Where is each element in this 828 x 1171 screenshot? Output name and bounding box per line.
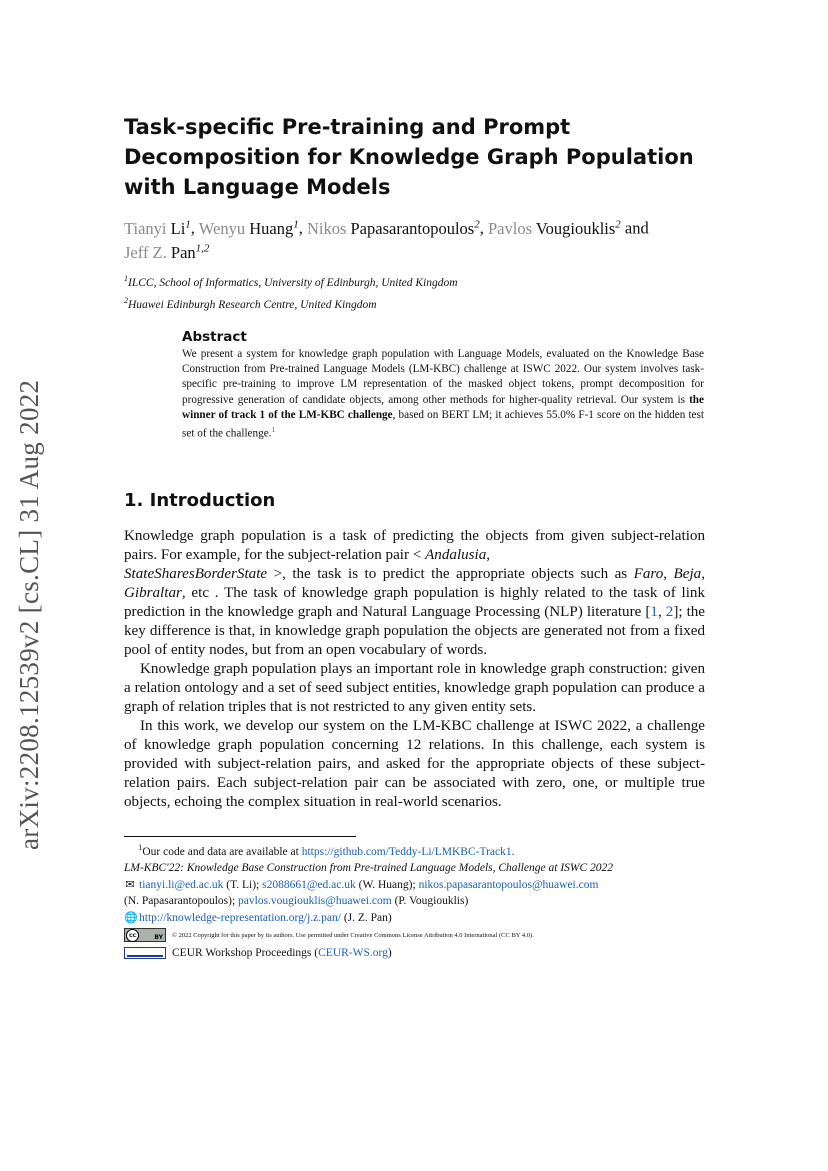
section-heading: 1. Introduction: [124, 490, 276, 511]
citation-link[interactable]: 2: [665, 604, 674, 620]
arxiv-stamp: arXiv:2208.12539v2 [cs.CL] 31 Aug 2022: [14, 379, 44, 850]
email-link[interactable]: nikos.papasarantopoulos@huawei.com: [418, 878, 599, 891]
affiliation: $^1$ILCC, School of Informatics, University of Edinburgh, United Kingdom: [124, 274, 458, 289]
email-link[interactable]: pavlos.vougiouklis@huawei.com: [238, 895, 392, 908]
paragraph: In this work, we develop our system on the LM-KBC challenge at ISWC 2022, a challenge of knowledge graph population concerning 12 relations. In this challenge, each system is provided with subject-relation pairs, and asked for the appropriate objects of these subject-relation pairs. Each subject-relation pair can be associated with zero, one, or multiple true objects, echoing the complex situation in real-world scenarios.: [124, 718, 705, 810]
introduction-body: [124, 527, 705, 812]
title-line: with Language Models: [124, 175, 391, 199]
abstract-heading: Abstract: [182, 329, 247, 345]
page-footer: [124, 840, 705, 961]
email-link[interactable]: tianyi.li@ed.ac.uk: [139, 878, 224, 891]
author[interactable]: Pavlos Vougiouklis$^2$: [487, 218, 621, 238]
license-text: © 2022 Copyright for this paper by its authors. Use permitted under Creative Commons License Attribution 4.0 International (CC BY 4.0).: [172, 932, 534, 940]
paragraph: Knowledge graph population is a task of predicting the objects from given subject-relation pairs. For example, for the subject-relation pair < Andalusia, StateSharesBorderState >, the task is to predict the appropriate objects such as Faro, Beja, Gibraltar, etc . The task of knowledge graph population is highly related to the task of link prediction in the knowledge graph and Natural Language Processing (NLP) literature [1, 2]; the key difference is that, in knowledge graph population the objects are generated not from a fixed pool of entity nodes, but from an open vocabulary of words.: [124, 528, 706, 658]
author[interactable]: Tianyi Li$^1$: [124, 218, 191, 238]
author[interactable]: Wenyu Huang$^1$: [198, 218, 299, 238]
homepage-link[interactable]: http://knowledge-representation.org/j.z.pan/: [139, 911, 341, 924]
abstract: [182, 329, 704, 442]
license-line: [124, 926, 705, 945]
email-line: ✉ tianyi.li@ed.ac.uk (T. Li); s2088661@ed.ac.uk (W. Huang); nikos.papasarantopoulos@huawei.com: [124, 877, 705, 894]
ceur-logo: [124, 947, 166, 959]
envelope-icon: ✉: [125, 877, 135, 891]
ceur-link[interactable]: CEUR-WS.org: [318, 946, 388, 959]
abstract-body: We present a system for knowledge graph population with Language Models, evaluated on the Knowledge Base Construction from Pre-trained Language Models (LM-KBC) challenge at ISWC 2022. Our system involves task-specific pre-training to improve LM representation of the masked object tokens, prompt decomposition for progressive generation of candidate objects, among other methods for higher-quality retrieval. Our system is the winner of track 1 of the LM-KBC challenge, based on BERT LM; it achieves 55.0% F-1 score on the hidden test set of the challenge.$^1$: [182, 348, 704, 440]
conference-note: LM-KBC'22: Knowledge Base Construction from Pre-trained Language Models, Challenge at ISWC 2022: [124, 862, 614, 875]
globe-icon: 🌐: [124, 910, 138, 924]
footnote: $^1$Our code and data are available at https://github.com/Teddy-Li/LMKBC-Track1.: [138, 843, 515, 858]
homepage-line: 🌐http://knowledge-representation.org/j.z.pan/ (J. Z. Pan): [124, 910, 705, 927]
affiliation: $^2$Huawei Edinburgh Research Centre, United Kingdom: [124, 295, 377, 311]
paper-title: [124, 112, 724, 202]
footnote-rule: [124, 836, 356, 837]
cc-by-badge: cc BY: [124, 928, 166, 942]
author[interactable]: Nikos Papasarantopoulos$^2$: [306, 218, 480, 238]
author[interactable]: Jeff Z. Pan$^{1,2}$: [124, 242, 210, 262]
citation-link[interactable]: 1: [650, 604, 658, 620]
title-line: Task-specific Pre-training and Prompt: [124, 115, 571, 139]
footnote-marker[interactable]: 1: [271, 426, 275, 435]
affiliations: [124, 270, 724, 314]
title-line: Decomposition for Knowledge Graph Population: [124, 145, 694, 169]
repo-link[interactable]: https://github.com/Teddy-Li/LMKBC-Track1: [301, 845, 512, 858]
email-link[interactable]: s2088661@ed.ac.uk: [262, 878, 356, 891]
paragraph: Knowledge graph population plays an important role in knowledge graph construction: given a relation ontology and a set of seed subject entities, knowledge graph population can produce a graph of relation triples that is not restricted to any given entity sets.: [124, 661, 705, 715]
author-list: Tianyi Li$^1$, Wenyu Huang$^1$, Nikos Papasarantopoulos$^2$, Pavlos Vougiouklis$^2$ and Jeff Z. Pan$^{1,2}$: [124, 218, 649, 262]
email-line: (N. Papasarantopoulos); pavlos.vougiouklis@huawei.com (P. Vougiouklis): [124, 895, 469, 908]
ceur-line: CEUR Workshop Proceedings (CEUR-WS.org): [124, 945, 705, 962]
